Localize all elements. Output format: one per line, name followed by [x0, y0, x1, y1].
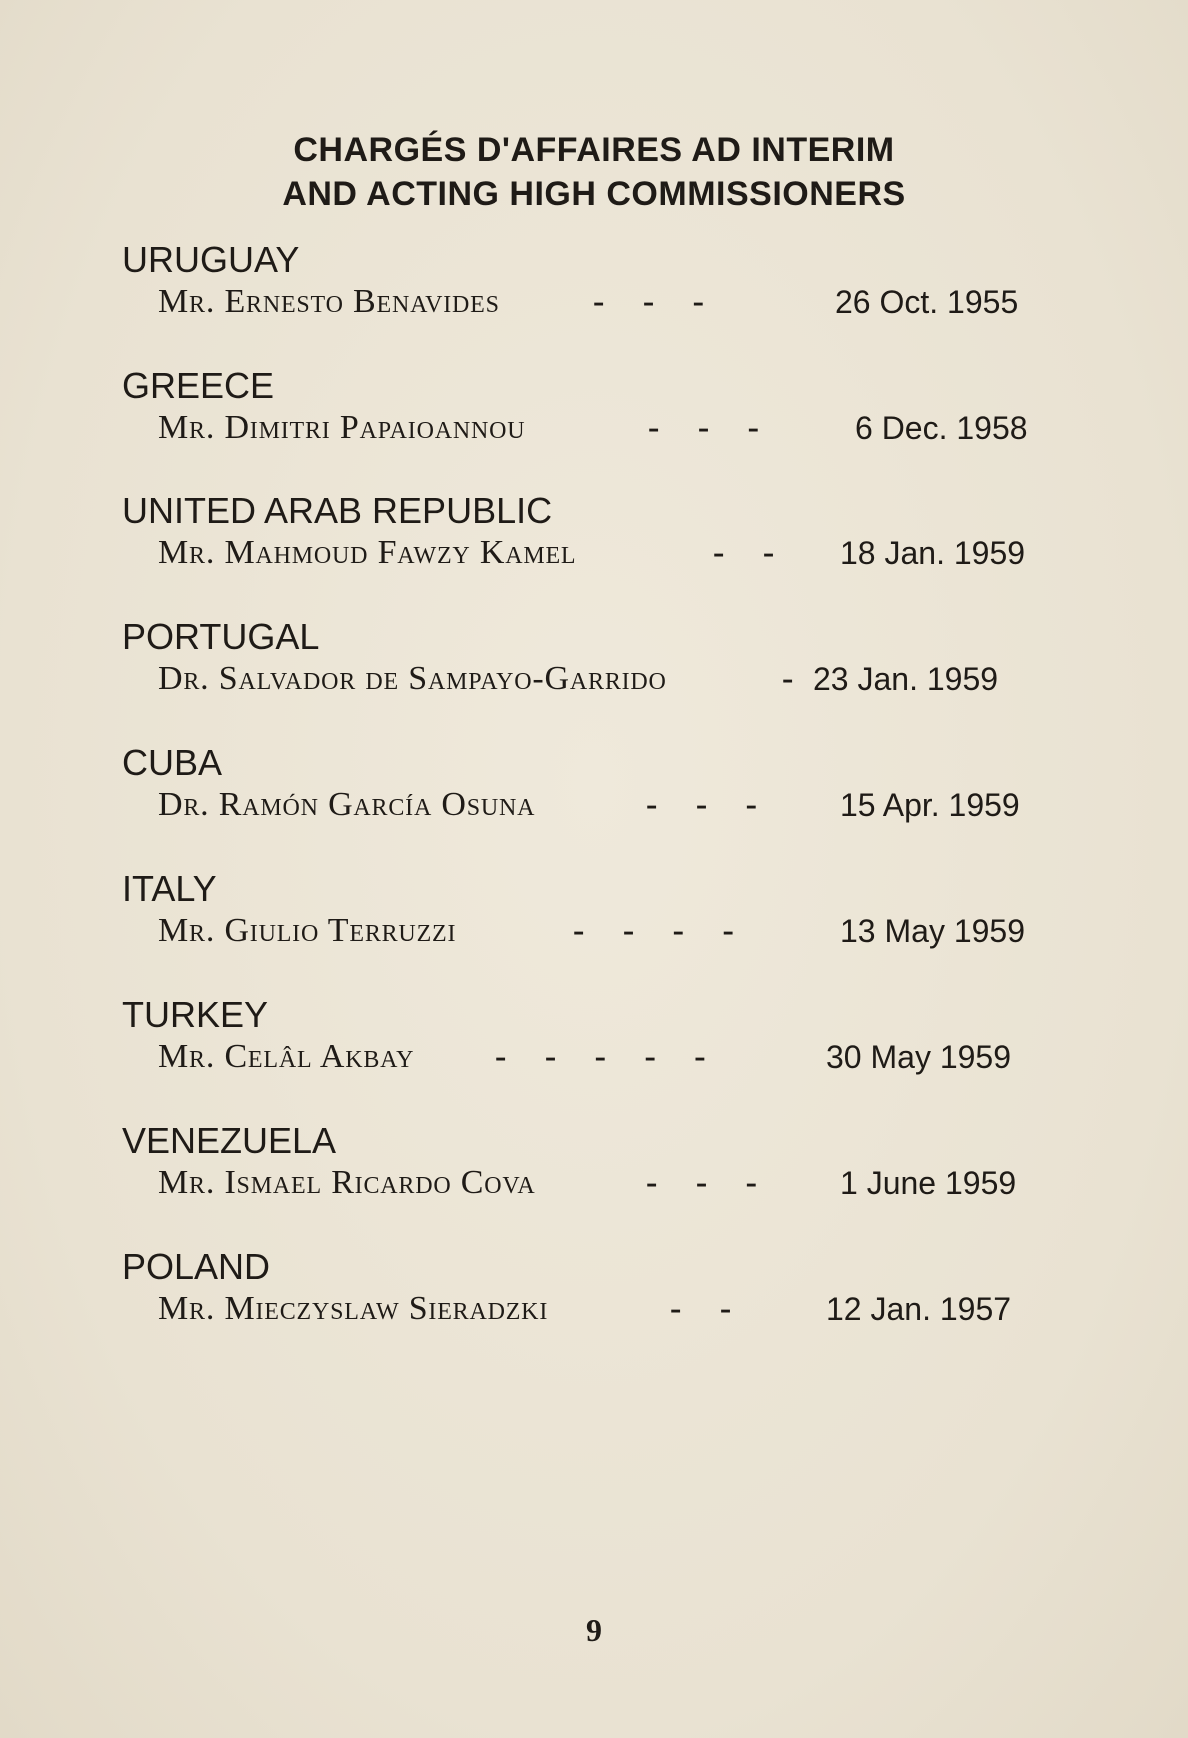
country-heading: URUGUAY [122, 239, 300, 280]
envoy-row [158, 657, 1037, 701]
leader-dashes: - - [670, 1290, 732, 1327]
appointment-date: 30 May 1959 [826, 1039, 1012, 1075]
envoy-name: Mr. Mahmoud Fawzy Kamel [158, 534, 577, 571]
heading-line-1: CHARGÉS D'AFFAIRES AD INTERIM [293, 131, 895, 169]
envoy-row [158, 909, 1037, 953]
country-heading: UNITED ARAB REPUBLIC [122, 490, 553, 531]
country-heading: PORTUGAL [122, 616, 320, 657]
envoy-name: Mr. Dimitri Papaioannou [158, 409, 526, 446]
envoy-row [158, 406, 1037, 450]
envoy-name: Mr. Mieczyslaw Sieradzki [158, 1290, 549, 1327]
leader-dashes: - - - [646, 1164, 757, 1201]
country-heading: GREECE [122, 365, 275, 406]
page-heading [0, 128, 1188, 216]
envoy-row [158, 783, 1037, 827]
appointment-date: 26 Oct. 1955 [835, 284, 1019, 320]
country-heading: CUBA [122, 742, 223, 783]
leader-dashes: - - [713, 534, 775, 571]
appointment-date: 12 Jan. 1957 [826, 1291, 1012, 1327]
appointment-date: 1 June 1959 [840, 1165, 1017, 1201]
envoy-name: Dr. Salvador de Sampayo-Garrido [158, 660, 667, 697]
page-number: 9 [586, 1612, 602, 1648]
leader-dashes: - - - - - [495, 1038, 706, 1075]
appointment-date: 13 May 1959 [840, 913, 1026, 949]
heading-line-2: AND ACTING HIGH COMMISSIONERS [282, 175, 906, 213]
country-heading: ITALY [122, 868, 217, 909]
envoy-name: Mr. Ernesto Benavides [158, 283, 500, 320]
envoy-row [158, 1161, 1037, 1205]
leader-dashes: - - - [646, 786, 757, 823]
envoy-name: Mr. Giulio Terruzzi [158, 912, 457, 949]
envoy-row [158, 280, 1037, 324]
envoy-row [158, 1035, 1037, 1079]
leader-dashes: - - - [593, 283, 704, 320]
leader-dashes: - - - - [573, 912, 734, 949]
envoy-name: Dr. Ramón García Osuna [158, 786, 536, 823]
appointment-date: 23 Jan. 1959 [813, 661, 999, 697]
appointment-date: 15 Apr. 1959 [840, 787, 1020, 823]
appointment-date: 6 Dec. 1958 [855, 410, 1028, 446]
appointment-date: 18 Jan. 1959 [840, 535, 1026, 571]
country-heading: TURKEY [122, 994, 269, 1035]
envoy-name: Mr. Celâl Akbay [158, 1038, 415, 1075]
leader-dashes: - - - [648, 409, 759, 446]
country-heading: VENEZUELA [122, 1120, 337, 1161]
envoy-name: Mr. Ismael Ricardo Cova [158, 1164, 536, 1201]
country-heading: POLAND [122, 1246, 271, 1287]
envoy-row [158, 1287, 1037, 1331]
envoy-row [158, 531, 1037, 575]
leader-dashes: - [782, 660, 794, 697]
